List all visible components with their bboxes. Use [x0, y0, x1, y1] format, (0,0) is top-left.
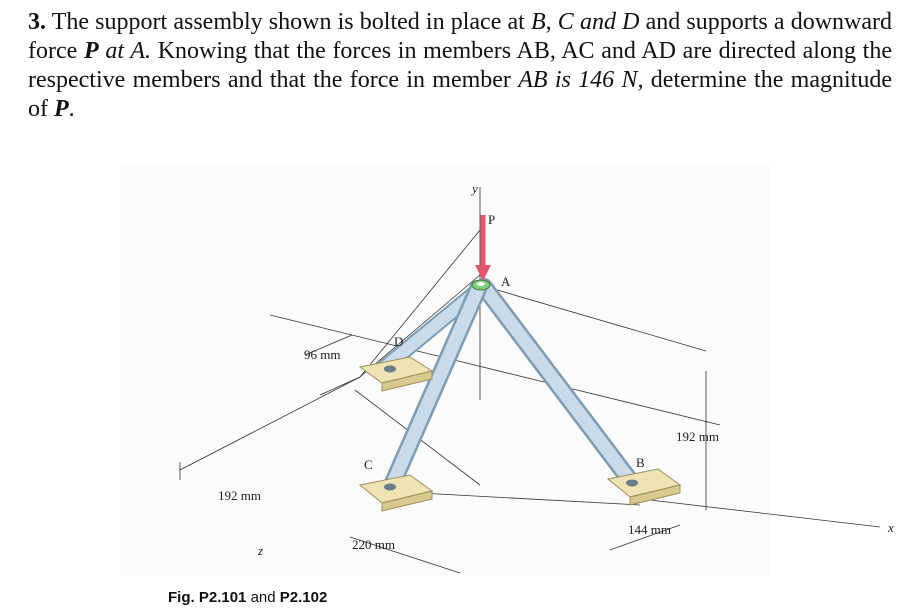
point-b-label: B — [636, 455, 645, 470]
force-p-label: P — [488, 212, 496, 227]
dim-192-right-label: 192 mm — [676, 429, 719, 444]
point-a-ref: at A. — [98, 38, 151, 64]
z-axis-label: z — [258, 543, 264, 558]
x-axis-label: x — [888, 520, 894, 535]
caption-fig-word: Fig. — [168, 589, 195, 606]
member-ab-force: AB is 146 N, — [518, 67, 644, 93]
problem-statement — [28, 8, 892, 124]
support-points: B, C and D — [531, 9, 640, 35]
dim-220-label: 220 mm — [352, 537, 395, 552]
dim-144-label: 144 mm — [628, 522, 671, 537]
force-symbol-end: P — [54, 96, 69, 122]
caption-number-1: P2.101 — [198, 589, 247, 606]
caption-and: and — [250, 589, 276, 606]
y-axis-label: y — [472, 181, 478, 196]
figure-caption — [168, 589, 327, 606]
dim-96-label: 96 mm — [304, 347, 341, 362]
caption-number-2: P2.102 — [279, 589, 328, 606]
problem-text-1: The support assembly shown is bolted in place at — [46, 9, 531, 35]
joint-a — [472, 280, 490, 290]
force-symbol: P — [84, 38, 99, 64]
point-d-label: D — [394, 334, 404, 349]
figure-drawing — [120, 165, 910, 585]
problem-number: 3. — [28, 9, 46, 35]
dim-192-left-label: 192 mm — [218, 488, 261, 503]
problem-text-4: determine the magnitude of — [28, 67, 892, 122]
problem-text-3: Knowing that the forces in members AB, AC and AD are directed along the respective members and that the force in member — [28, 38, 892, 93]
problem-period: . — [68, 96, 75, 122]
problem-text-2: and supports a downward force — [28, 9, 893, 64]
point-c-label: C — [364, 457, 373, 472]
support-assembly-figure — [120, 165, 910, 585]
point-a-label: A — [501, 274, 511, 289]
